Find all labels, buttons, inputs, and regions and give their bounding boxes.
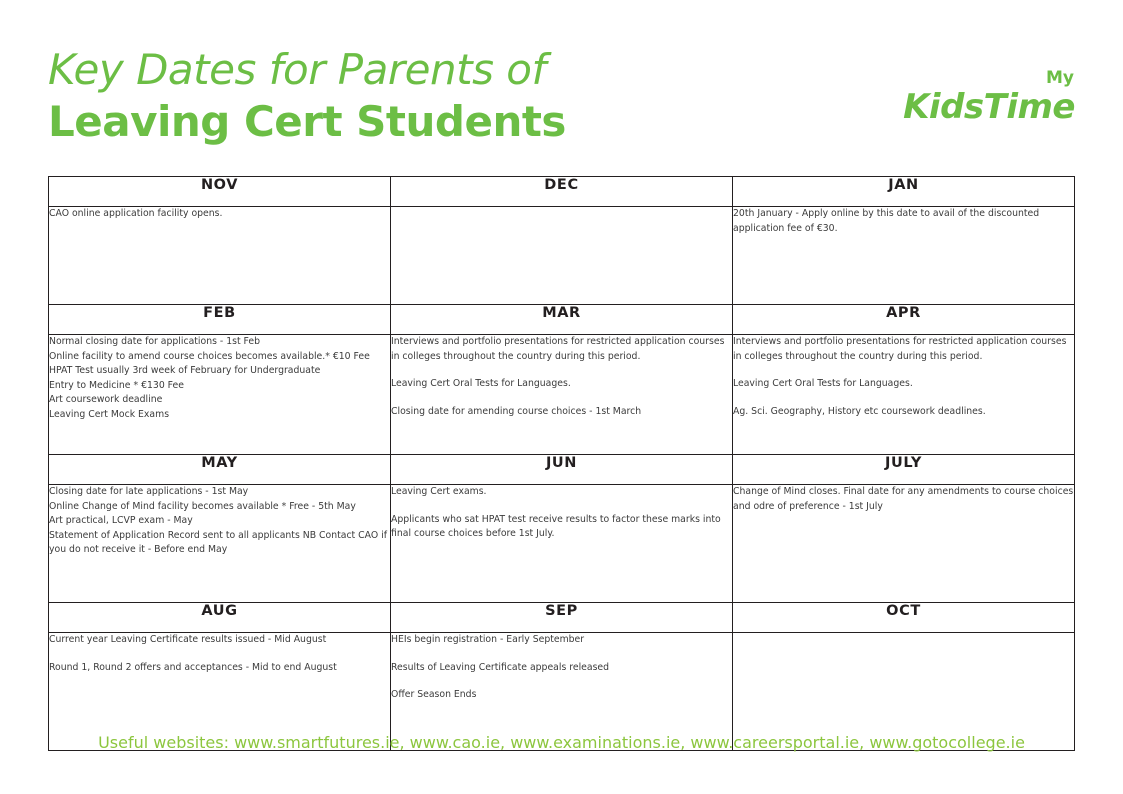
calendar-entry: Current year Leaving Certificate results issued - Mid August (49, 634, 327, 645)
month-content-jun (391, 485, 733, 603)
month-content-jan (733, 207, 1075, 305)
month-header-may: MAY (49, 455, 391, 485)
month-header-dec: DEC (391, 177, 733, 207)
month-header-apr: APR (733, 305, 1075, 335)
calendar-entry: Normal closing date for applications - 1st Feb (49, 336, 261, 347)
calendar-entry: Round 1, Round 2 offers and acceptances - Mid to end August (49, 661, 337, 673)
calendar-entry: CAO online application facility opens. (49, 208, 223, 219)
month-header-row (49, 177, 1075, 207)
month-header-july: JULY (733, 455, 1075, 485)
footer-link-examinations[interactable]: www.examinations.ie (510, 733, 681, 752)
calendar-entry: Online Change of Mind facility becomes available * Free - 5th May (49, 500, 356, 512)
month-header-oct: OCT (733, 603, 1075, 633)
footer-separator: , (500, 733, 511, 752)
page-header (48, 44, 1075, 164)
calendar-entry: Leaving Cert Oral Tests for Languages. (733, 378, 913, 389)
calendar-entry: Online facility to amend course choices becomes available.* €10 Fee (49, 350, 370, 362)
month-header-row (49, 603, 1075, 633)
calendar-entry: Art practical, LCVP exam - May (49, 515, 193, 526)
month-content-row (49, 485, 1075, 603)
footer-link-gotocollege[interactable]: www.gotocollege.ie (869, 733, 1025, 752)
calendar-entry: Closing date for late applications - 1st May (49, 486, 249, 497)
calendar-entry: Offer Season Ends (391, 689, 477, 700)
footer-label: Useful websites: (98, 733, 235, 752)
page-title-line-2: Leaving Cert Students (48, 97, 566, 146)
month-content-may (49, 485, 391, 603)
mykidstime-logo (885, 68, 1075, 128)
month-header-row (49, 455, 1075, 485)
calendar-entry: Statement of Application Record sent to all applicants NB Contact CAO if you do not receive it - Before end May (49, 529, 387, 555)
footer-separator: , (680, 733, 691, 752)
logo-prefix-text: My (1046, 68, 1074, 88)
footer-separator: , (399, 733, 410, 752)
month-header-row (49, 305, 1075, 335)
calendar-entry: Art coursework deadline (49, 394, 163, 405)
month-content-row (49, 335, 1075, 455)
month-content-nov (49, 207, 391, 305)
month-header-sep: SEP (391, 603, 733, 633)
month-content-dec (391, 207, 733, 305)
page-title (48, 44, 566, 148)
footer-separator: , (859, 733, 870, 752)
month-header-nov: NOV (49, 177, 391, 207)
calendar-entry: Leaving Cert Mock Exams (49, 408, 170, 420)
footer-link-smartfutures[interactable]: www.smartfutures.ie (234, 733, 400, 752)
calendar-entry: Change of Mind closes. Final date for any amendments to course choices and odre of preference - 1st July (733, 486, 1074, 512)
month-header-jan: JAN (733, 177, 1075, 207)
page-title-line-1: Key Dates for Parents of (48, 45, 546, 94)
month-header-jun: JUN (391, 455, 733, 485)
month-header-feb: FEB (49, 305, 391, 335)
footer-useful-websites (0, 732, 1123, 754)
calendar-entry: Ag. Sci. Geography, History etc coursework deadlines. (733, 405, 986, 417)
calendar-entry: Leaving Cert Oral Tests for Languages. (391, 378, 571, 389)
month-content-july (733, 485, 1075, 603)
calendar-entry: HPAT Test usually 3rd week of February for Undergraduate (49, 365, 321, 376)
calendar-entry: Interviews and portfolio presentations for restricted application courses in colleges throughout the country during this period. (733, 336, 1067, 362)
month-header-mar: MAR (391, 305, 733, 335)
calendar-entry: HEIs begin registration - Early September (391, 634, 585, 645)
month-content-apr (733, 335, 1075, 455)
calendar-entry: Results of Leaving Certificate appeals released (391, 661, 610, 673)
footer-link-cao[interactable]: www.cao.ie (409, 733, 501, 752)
calendar-entry: Closing date for amending course choices - 1st March (391, 405, 642, 417)
footer-link-careersportal[interactable]: www.careersportal.ie (690, 733, 860, 752)
month-content-row (49, 207, 1075, 305)
calendar-entry: Leaving Cert exams. (391, 486, 487, 497)
month-content-feb (49, 335, 391, 455)
calendar-entry: 20th January - Apply online by this date to avail of the discounted application fee of €30. (733, 208, 1040, 234)
calendar-entry: Applicants who sat HPAT test receive results to factor these marks into final course choices before 1st July. (391, 513, 721, 539)
month-header-aug: AUG (49, 603, 391, 633)
month-content-mar (391, 335, 733, 455)
calendar-entry: Interviews and portfolio presentations for restricted application courses in colleges throughout the country during this period. (391, 336, 725, 362)
logo-name-text: KidsTime (903, 87, 1075, 127)
key-dates-calendar (48, 176, 1075, 751)
calendar-entry: Entry to Medicine * €130 Fee (49, 379, 184, 391)
